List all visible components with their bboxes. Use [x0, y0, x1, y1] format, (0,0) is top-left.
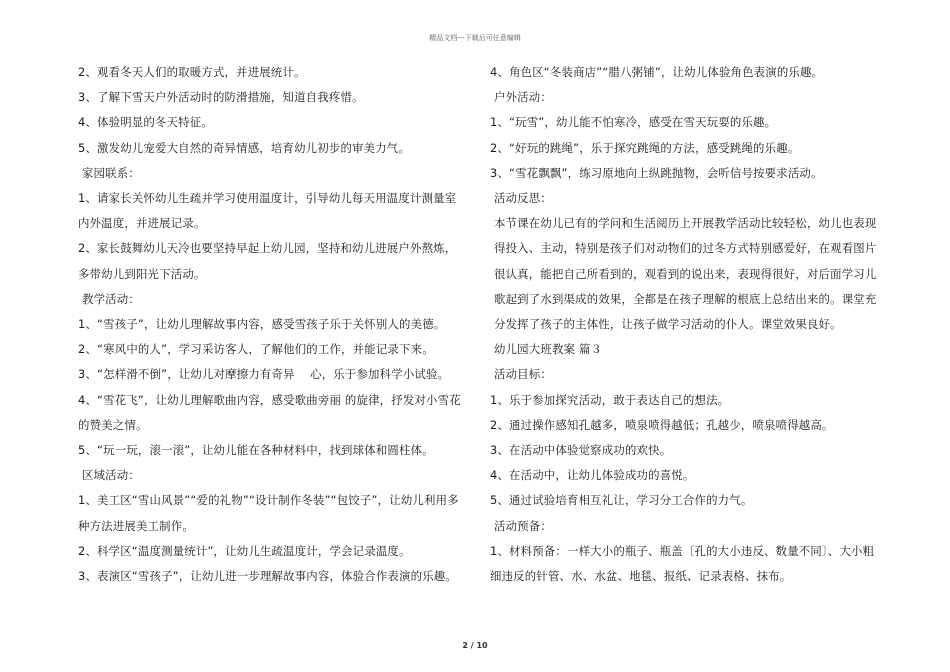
section-heading: 活动目标： — [494, 367, 552, 382]
section-heading: 户外活动： — [494, 90, 552, 105]
paragraph: 1、“玩雪”，幼儿能不怕寒冷，感受在雪天玩耍的乐趣。 — [490, 115, 777, 130]
paragraph: 4、角色区“冬装商店”“腊八粥铺”，让幼儿体验角色表演的乐趣。 — [490, 65, 824, 79]
paragraph: 5、激发幼儿宠爱大自然的奇异情感，培育幼儿初步的审美力气。 — [78, 140, 410, 155]
paragraph: 3、了解下雪天户外活动时的防滑措施，知道自我疼惜。 — [78, 90, 364, 105]
paragraph: 5、通过试验培育相互礼让，学习分工合作的力气。 — [490, 493, 753, 508]
paragraph: 5、“玩一玩，滚一滚”，让幼儿能在各种材料中，找到球体和圆柱体。 — [78, 443, 434, 458]
paragraph: 1、请家长关怀幼儿生疏并学习使用温度计，引导幼儿每天用温度计测量室内外温度，并进展记录。 — [78, 191, 457, 231]
paragraph: 2、家长鼓舞幼儿天冷也要坚持早起上幼儿园，坚持和幼儿进展户外熬炼，多带幼儿到阳光下活动。 — [78, 241, 457, 281]
right-column — [490, 60, 880, 589]
paragraph: 4、在活动中，让幼儿体验成功的喜悦。 — [490, 468, 695, 483]
paragraph: 2、“好玩的跳绳”，乐于探究跳绳的方法，感受跳绳的乐趣。 — [490, 140, 800, 155]
paragraph: 4、体验明显的冬天特征。 — [78, 115, 213, 130]
page-header: 精品文档---下载后可任意编辑 — [429, 34, 521, 42]
paragraph: 2、科学区“温度测量统计”，让幼儿生疏温度计，学会记录温度。 — [78, 543, 411, 558]
paragraph: 1、材料预备：一样大小的瓶子、瓶盖〔孔的大小违反、数量不同〕、大小粗细违反的针管、水、水盆、地毯、报纸、记录表格、抹布。 — [490, 543, 875, 584]
paragraph: 3、“雪花飘飘”，练习原地向上纵跳抛物，会听信号按要求活动。 — [490, 165, 823, 180]
paragraph: 2、通过操作感知孔越多，喷泉喷得越低；孔越少，喷泉喷得越高。 — [490, 417, 834, 432]
page-number: 2 / 10 — [462, 641, 488, 650]
paragraph: 4、“雪花飞”，让幼儿理解歌曲内容，感受歌曲旁丽 的旋律，抒发对小雪花的赞美之情。 — [78, 392, 461, 432]
left-column — [78, 60, 462, 589]
paragraph: 2、“寒风中的人”，学习采访客人，了解他们的工作，并能记录下来。 — [78, 342, 434, 357]
section-heading: 家园联系： — [82, 165, 140, 180]
section-heading: 区域活动： — [82, 468, 140, 483]
paragraph: 3、在活动中体验觉察成功的欢快。 — [490, 443, 672, 458]
paragraph: 2、观看冬天人们的取暖方式，并进展统计。 — [78, 65, 306, 79]
section-heading: 教学活动： — [82, 291, 140, 306]
paragraph: 3、表演区“雪孩子”，让幼儿进一步理解故事内容，体验合作表演的乐趣。 — [78, 569, 457, 584]
section-heading: 活动反思： — [494, 191, 552, 206]
paragraph: 3、“怎样滑不倒”，让幼儿对摩擦力有奇异 心，乐于参加科学小试验。 — [78, 367, 450, 382]
section-heading: 幼儿园大班教案 篇３ — [494, 342, 603, 357]
paragraph: 1、美工区“雪山风景”“爱的礼物”“设计制作冬装”“包饺子”，让幼儿利用多种方法进展美工制作。 — [78, 493, 459, 533]
paragraph: 1、“雪孩子”，让幼儿理解故事内容，感受雪孩子乐于关怀别人的美德。 — [78, 317, 446, 332]
section-heading: 活动预备： — [494, 518, 552, 533]
paragraph: 1、乐于参加探究活动，敢于表达自己的想法。 — [490, 392, 730, 407]
paragraph: 本节课在幼儿已有的学问和生活阅历上开展教学活动比较轻松，幼儿也表现得投入、主动，特别是孩子们对动物们的过冬方式特别感爱好，在观看图片很认真，能把自己所看到的，观看到的说出来，表现得很好，对后面学习儿歌起到了水到渠成的效果，全都是在孩子理解的根底上总结出来的。课堂充分发挥了孩子的主体性，让孩子做学习活动的仆人。课堂效果良好。 — [494, 216, 877, 332]
